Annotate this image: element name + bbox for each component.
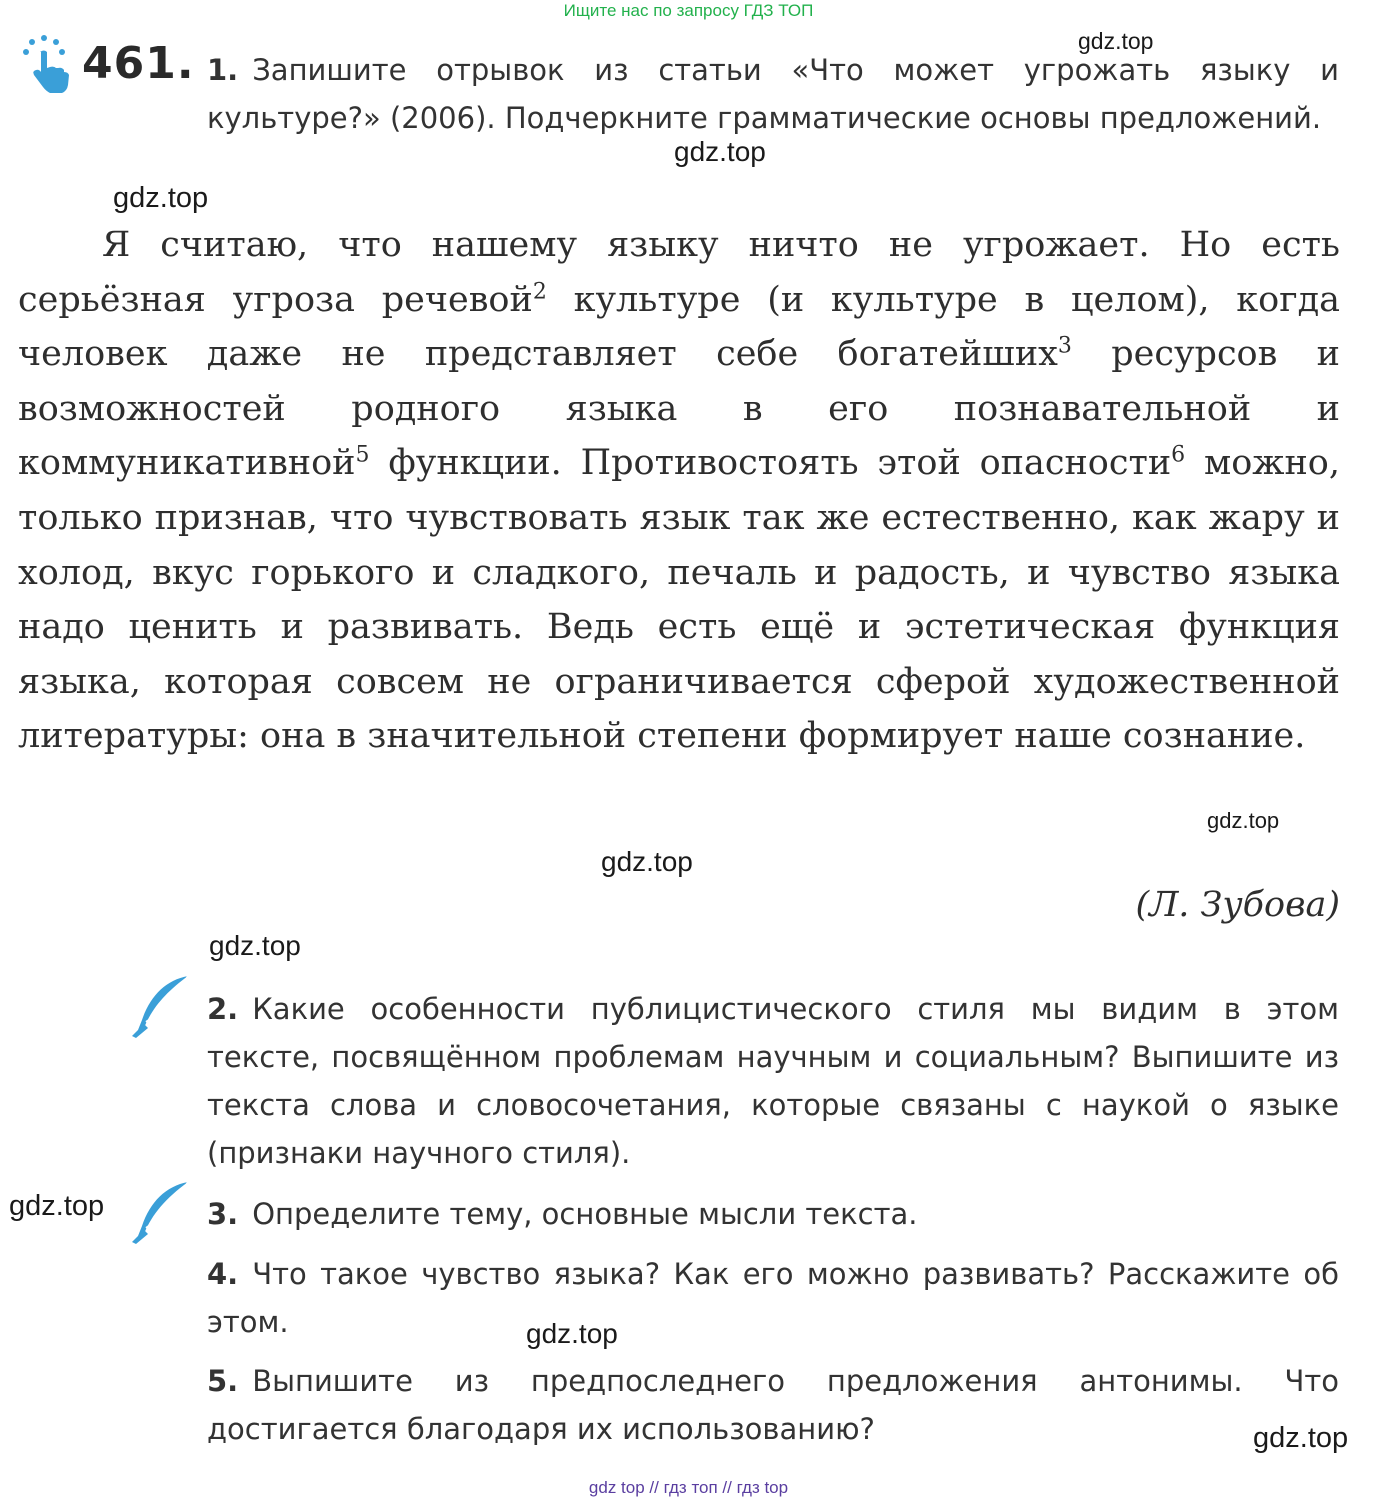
task-5-text: Выпишите из предпоследнего предложения антонимы. Что достигается благодаря их использованию? — [207, 1364, 1339, 1446]
passage-part-3: ресурсов и возможностей родного языка в его познавательной и коммуникативной — [18, 334, 1340, 484]
task-2 — [207, 985, 1339, 1177]
task-1-number: 1. — [207, 53, 239, 87]
passage-part-1: Я считаю, что нашему языку ничто не угрожает. Но есть серьёзная угроза речевой — [18, 225, 1340, 320]
task-5-number: 5. — [207, 1364, 239, 1398]
touch-hand-icon — [18, 34, 74, 94]
task-4-text: Что такое чувство языка? Как его можно развивать? Расскажите об этом. — [207, 1257, 1339, 1339]
feather-pen-icon — [128, 1180, 192, 1246]
task-2-number: 2. — [207, 992, 239, 1026]
footnote-marker-6: 6 — [1171, 442, 1186, 468]
footnote-marker-3: 3 — [1057, 333, 1072, 359]
watermark: gdz.top — [113, 182, 209, 214]
watermark: gdz.top — [674, 136, 766, 167]
footnote-marker-2: 2 — [532, 278, 547, 304]
passage-part-2: культуре (и культуре в целом), когда человек даже не представляет себе богатейших — [18, 279, 1340, 375]
watermark: gdz.top — [526, 1318, 618, 1349]
watermark: gdz.top — [9, 1190, 105, 1222]
watermark: gdz.top — [601, 846, 693, 877]
footer-links[interactable]: gdz top // гдз топ // гдз top — [588, 1478, 789, 1497]
task-3-text: Определите тему, основные мысли текста. — [252, 1197, 918, 1231]
footnote-marker-5: 5 — [355, 442, 370, 468]
watermark: gdz.top — [209, 930, 301, 961]
watermark: gdz.top — [1207, 808, 1280, 833]
passage-text — [18, 218, 1340, 764]
watermark: gdz.top — [1078, 28, 1154, 54]
feather-pen-icon — [128, 974, 192, 1040]
passage-part-5: можно, только признав, что чувствовать язык так же естественно, как жару и холод, вкус горького и сладкого, печаль и радость, и чувство языка надо ценить и развивать. Ведь есть ещё и эстетическая функция языка, которая совсем не ограничивается сферой художественной литературы: она в значительной степени формирует наше сознание. — [18, 443, 1340, 757]
exercise-number: 461. — [82, 38, 195, 89]
top-banner[interactable]: Ищите нас по запросу ГДЗ ТОП — [563, 1, 814, 20]
task-3 — [207, 1190, 1339, 1238]
task-2-text: Какие особенности публицистического стиля мы видим в этом тексте, посвящённом проблемам научным и социальным? Выпишите из текста слова и словосочетания, которые связаны с наукой о языке (признаки научного стиля). — [207, 992, 1339, 1170]
author-attribution: (Л. Зубова) — [1135, 885, 1340, 925]
task-4-number: 4. — [207, 1257, 239, 1291]
task-5 — [207, 1357, 1339, 1453]
passage-part-4: функции. Противостоять этой опасности — [369, 443, 1172, 484]
task-3-number: 3. — [207, 1197, 239, 1231]
task-4 — [207, 1250, 1339, 1346]
task-1 — [207, 46, 1339, 142]
watermark: gdz.top — [1253, 1422, 1349, 1454]
task-1-text: Запишите отрывок из статьи «Что может угрожать языку и культуре?» (2006). Подчеркните грамматические основы предложений. — [207, 53, 1339, 135]
